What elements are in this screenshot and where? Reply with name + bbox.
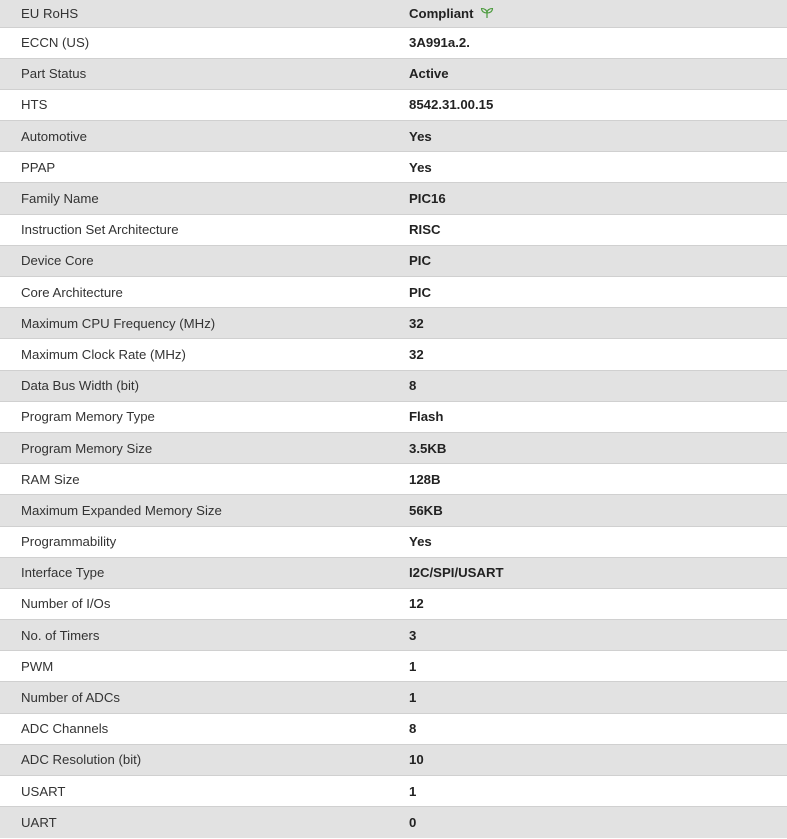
spec-row-eccn-us bbox=[0, 27, 787, 58]
spec-value: 8542.31.00.15 bbox=[409, 89, 787, 120]
spec-value: Yes bbox=[409, 526, 787, 557]
spec-label: Part Status bbox=[0, 58, 409, 89]
leaf-icon bbox=[480, 7, 494, 19]
spec-value: 8 bbox=[409, 370, 787, 401]
spec-row-instruction-set-architecture bbox=[0, 214, 787, 245]
spec-label: PPAP bbox=[0, 152, 409, 183]
spec-value: Active bbox=[409, 58, 787, 89]
spec-label: ECCN (US) bbox=[0, 27, 409, 58]
spec-row-number-of-ios bbox=[0, 588, 787, 619]
spec-row-usart bbox=[0, 776, 787, 807]
spec-label: No. of Timers bbox=[0, 620, 409, 651]
spec-value: 0 bbox=[409, 807, 787, 838]
spec-label: Maximum Expanded Memory Size bbox=[0, 495, 409, 526]
spec-row-eu-rohs bbox=[0, 0, 787, 27]
spec-label: Number of I/Os bbox=[0, 588, 409, 619]
spec-row-device-core bbox=[0, 245, 787, 276]
spec-value: 1 bbox=[409, 776, 787, 807]
spec-row-max-cpu-frequency bbox=[0, 308, 787, 339]
spec-value: 3 bbox=[409, 620, 787, 651]
spec-value: 3A991a.2. bbox=[409, 27, 787, 58]
spec-row-max-clock-rate bbox=[0, 339, 787, 370]
spec-label: Data Bus Width (bit) bbox=[0, 370, 409, 401]
spec-label: Program Memory Size bbox=[0, 432, 409, 463]
spec-row-family-name bbox=[0, 183, 787, 214]
spec-value: RISC bbox=[409, 214, 787, 245]
spec-value: 32 bbox=[409, 339, 787, 370]
spec-label: Automotive bbox=[0, 121, 409, 152]
spec-label: Maximum CPU Frequency (MHz) bbox=[0, 308, 409, 339]
spec-value: 32 bbox=[409, 308, 787, 339]
spec-label: Family Name bbox=[0, 183, 409, 214]
spec-row-adc-channels bbox=[0, 713, 787, 744]
spec-value: 10 bbox=[409, 744, 787, 775]
spec-row-part-status bbox=[0, 58, 787, 89]
spec-row-uart bbox=[0, 807, 787, 838]
spec-label: Maximum Clock Rate (MHz) bbox=[0, 339, 409, 370]
spec-row-hts bbox=[0, 89, 787, 120]
spec-row-ram-size bbox=[0, 464, 787, 495]
spec-label: Number of ADCs bbox=[0, 682, 409, 713]
spec-label: ADC Resolution (bit) bbox=[0, 744, 409, 775]
spec-row-ppap bbox=[0, 152, 787, 183]
spec-value: 8 bbox=[409, 713, 787, 744]
spec-label: PWM bbox=[0, 651, 409, 682]
spec-value: Flash bbox=[409, 401, 787, 432]
spec-row-core-architecture bbox=[0, 277, 787, 308]
spec-value: 3.5KB bbox=[409, 432, 787, 463]
spec-value: Compliant bbox=[409, 5, 474, 21]
spec-label: Instruction Set Architecture bbox=[0, 214, 409, 245]
spec-row-data-bus-width bbox=[0, 370, 787, 401]
spec-value: 1 bbox=[409, 682, 787, 713]
spec-label: Core Architecture bbox=[0, 277, 409, 308]
spec-value: 128B bbox=[409, 464, 787, 495]
spec-row-program-memory-type bbox=[0, 401, 787, 432]
spec-label: Program Memory Type bbox=[0, 401, 409, 432]
spec-label: UART bbox=[0, 807, 409, 838]
spec-row-no-of-timers bbox=[0, 620, 787, 651]
spec-value: PIC16 bbox=[409, 183, 787, 214]
spec-value: 56KB bbox=[409, 495, 787, 526]
spec-row-adc-resolution bbox=[0, 744, 787, 775]
spec-label: HTS bbox=[0, 89, 409, 120]
spec-row-programmability bbox=[0, 526, 787, 557]
spec-label: RAM Size bbox=[0, 464, 409, 495]
spec-value-cell bbox=[409, 0, 787, 27]
spec-row-max-expanded-memory-size bbox=[0, 495, 787, 526]
spec-value: I2C/SPI/USART bbox=[409, 557, 787, 588]
spec-row-pwm bbox=[0, 651, 787, 682]
spec-value: Yes bbox=[409, 121, 787, 152]
spec-label: Programmability bbox=[0, 526, 409, 557]
spec-label: Device Core bbox=[0, 245, 409, 276]
spec-row-number-of-adcs bbox=[0, 682, 787, 713]
spec-label: EU RoHS bbox=[21, 5, 79, 21]
spec-value: PIC bbox=[409, 277, 787, 308]
spec-label: Interface Type bbox=[0, 557, 409, 588]
spec-value: 12 bbox=[409, 588, 787, 619]
spec-label: USART bbox=[0, 776, 409, 807]
spec-row-automotive bbox=[0, 121, 787, 152]
spec-row-program-memory-size bbox=[0, 432, 787, 463]
spec-row-interface-type bbox=[0, 557, 787, 588]
spec-value: Yes bbox=[409, 152, 787, 183]
spec-label: ADC Channels bbox=[0, 713, 409, 744]
spec-value: 1 bbox=[409, 651, 787, 682]
spec-value: PIC bbox=[409, 245, 787, 276]
